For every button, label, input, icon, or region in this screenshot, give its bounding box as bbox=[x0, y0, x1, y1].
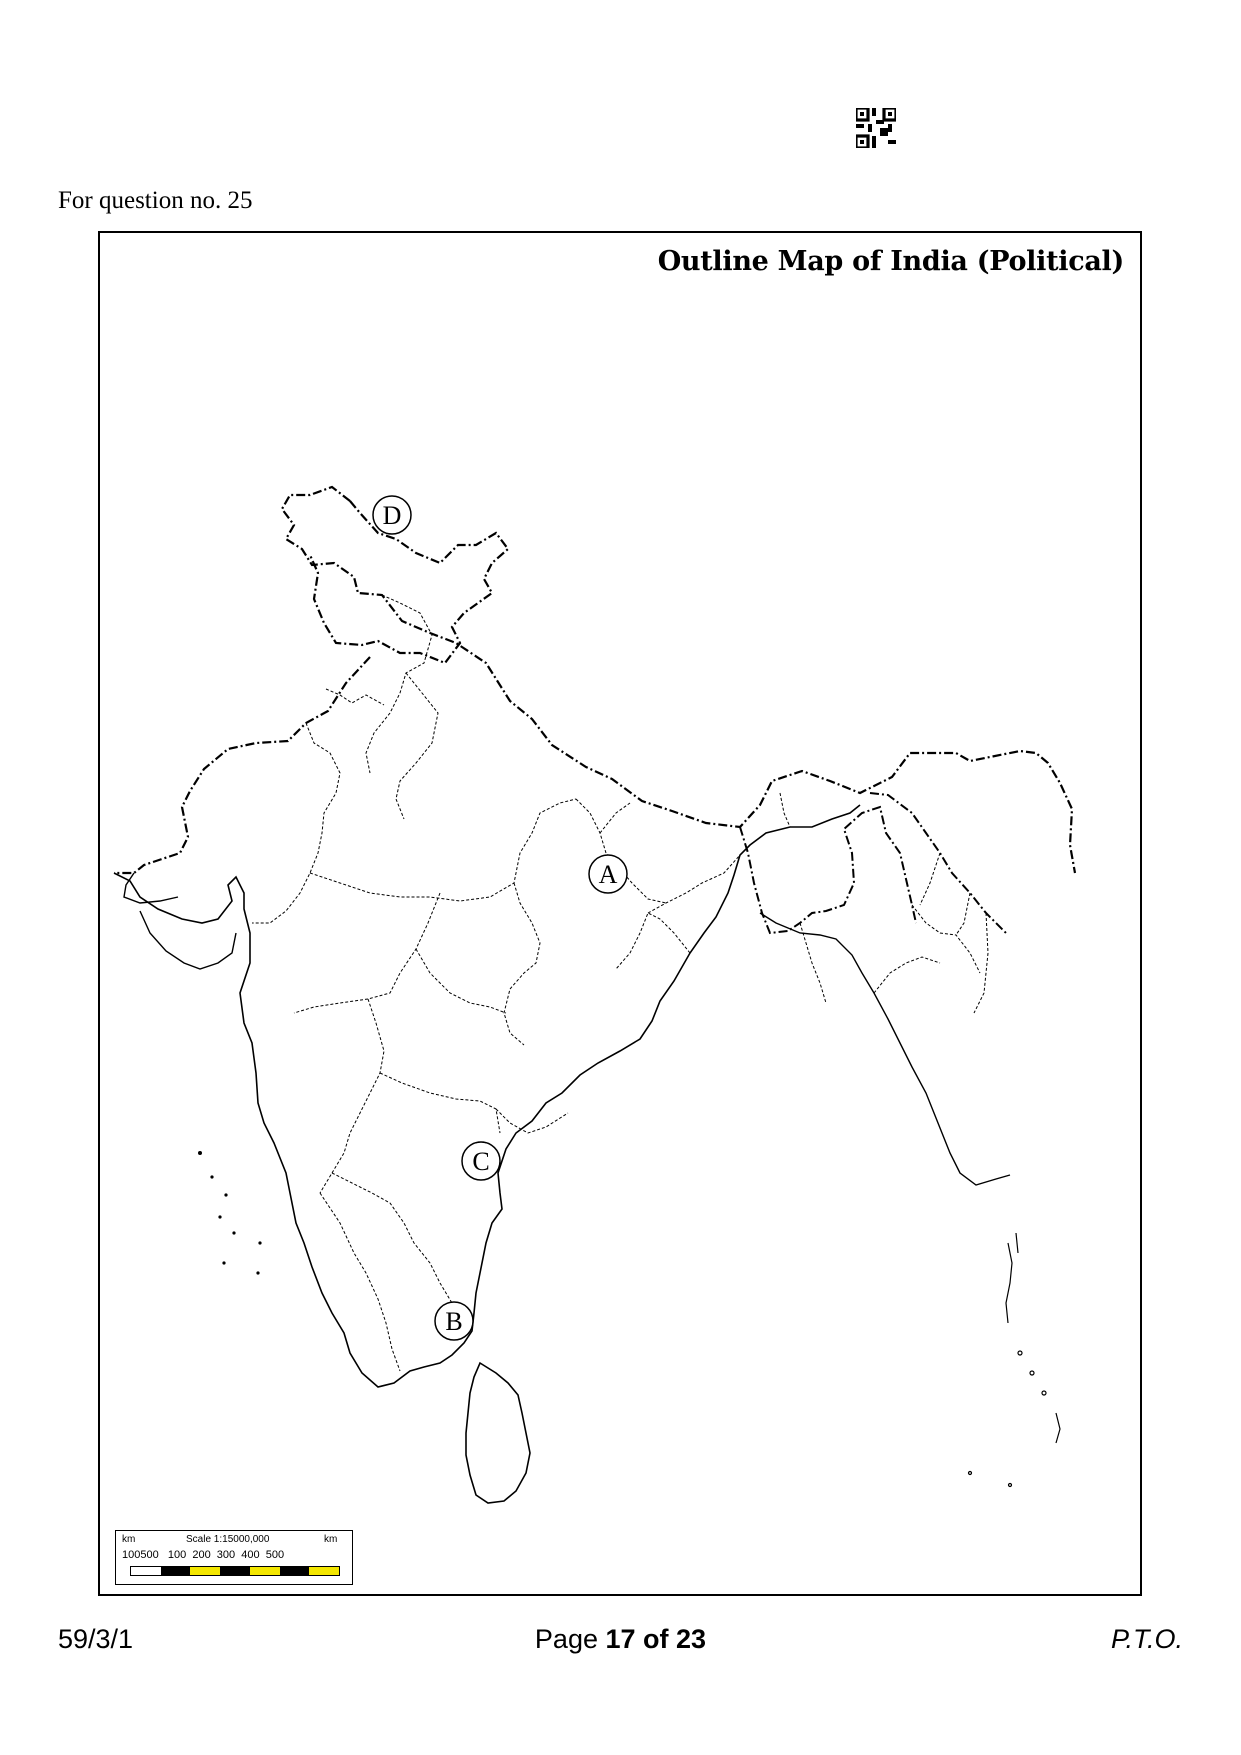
scale-segment bbox=[250, 1567, 280, 1575]
scale-bar bbox=[130, 1566, 340, 1576]
question-label: For question no. 25 bbox=[58, 187, 253, 214]
sri-lanka bbox=[466, 1363, 530, 1503]
scale-segment bbox=[190, 1567, 220, 1575]
scale-segment bbox=[220, 1567, 250, 1575]
scale-bar-legend bbox=[115, 1530, 353, 1585]
page-current: 17 bbox=[605, 1624, 636, 1654]
pto-label: P.T.O. bbox=[1110, 1624, 1183, 1654]
qr-code-icon bbox=[856, 108, 896, 148]
page-of: of bbox=[635, 1624, 677, 1654]
international-boundary bbox=[282, 487, 1075, 873]
paper-code: 59/3/1 bbox=[58, 1624, 134, 1654]
marker-a-label: A bbox=[598, 860, 618, 889]
marker-a bbox=[589, 855, 627, 893]
marker-b bbox=[435, 1302, 473, 1340]
northeast-boundary bbox=[740, 793, 1006, 933]
northeast-coast bbox=[760, 913, 1010, 1185]
scale-segment bbox=[131, 1567, 161, 1575]
lakshadweep-islands bbox=[198, 1151, 262, 1275]
map-title: Outline Map of India (Political) bbox=[657, 246, 1124, 277]
map-frame bbox=[98, 231, 1142, 1596]
international-boundary-west bbox=[114, 501, 508, 873]
gulf-coast bbox=[124, 873, 236, 969]
page-prefix: Page bbox=[534, 1624, 606, 1654]
india-outline-map bbox=[100, 233, 1140, 1594]
scale-unit-right: km bbox=[324, 1534, 338, 1545]
marker-d bbox=[373, 496, 411, 534]
scale-segment bbox=[280, 1567, 310, 1575]
marker-c-label: C bbox=[472, 1147, 490, 1176]
page-total: 23 bbox=[676, 1624, 707, 1654]
marker-d-label: D bbox=[382, 501, 402, 530]
marker-b-label: B bbox=[445, 1307, 463, 1336]
andaman-nicobar-islands bbox=[969, 1233, 1061, 1487]
scale-unit-left: km bbox=[122, 1534, 136, 1545]
scale-ticks: 100500 100 200 300 400 500 bbox=[122, 1549, 285, 1561]
scale-segment bbox=[309, 1567, 339, 1575]
scale-segment bbox=[161, 1567, 191, 1575]
coastline bbox=[114, 805, 860, 1387]
page-number bbox=[0, 1624, 1241, 1655]
marker-c bbox=[462, 1142, 500, 1180]
scale-caption: Scale 1:15000,000 bbox=[186, 1534, 270, 1545]
state-boundaries bbox=[252, 595, 988, 1371]
